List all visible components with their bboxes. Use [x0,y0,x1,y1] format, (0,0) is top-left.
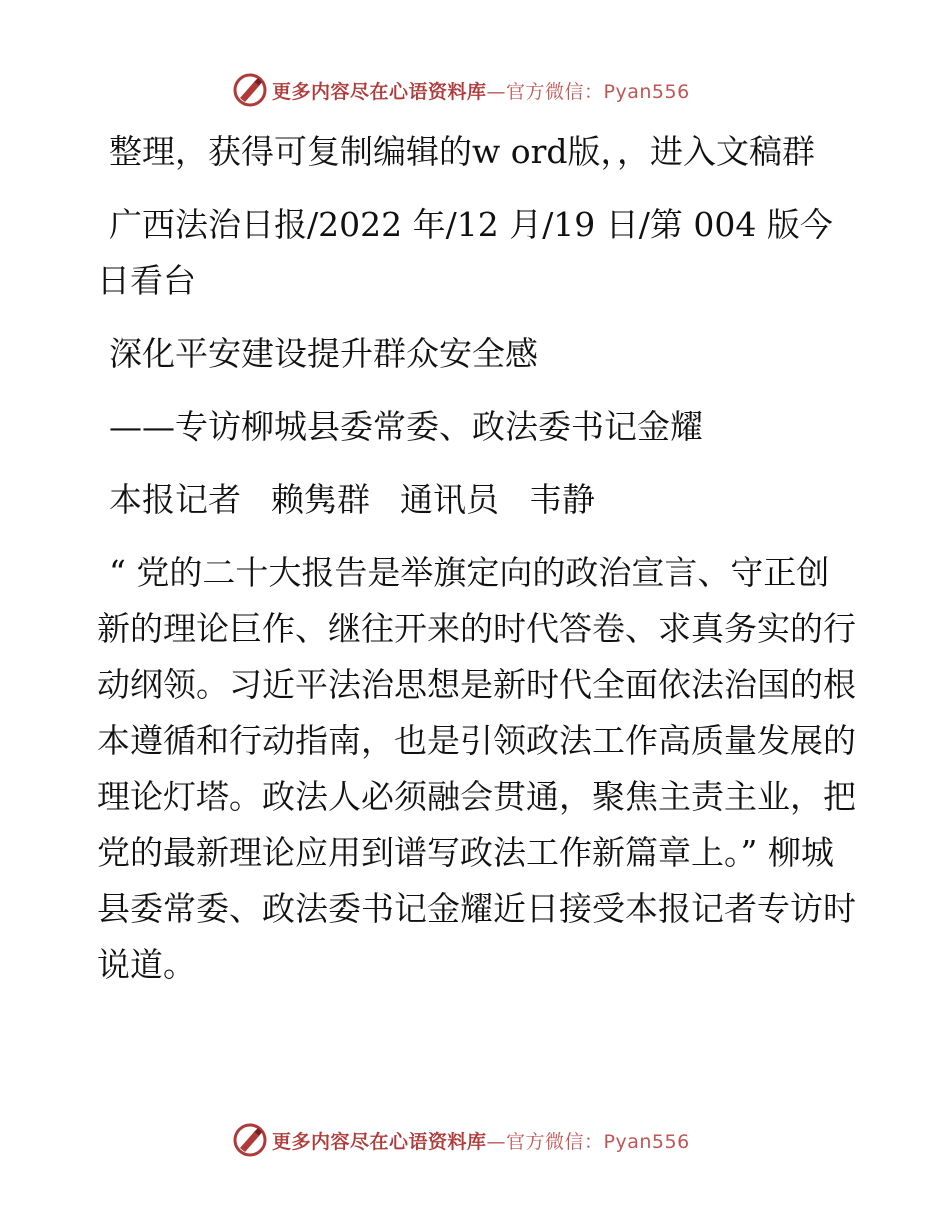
pen-logo-icon [232,72,268,108]
body-paragraph: “ 党的二十大报告是举旗定向的政治宣言、守正创新的理论巨作、继往开来的时代答卷、求真务实的行动纲领。习近平法治思想是新时代全面依法治国的根本遵循和行动指南，也是引领政法工作高质量发展的理论灯塔。政法人必须融会贯通，聚焦主责主业，把党的最新理论应用到谱写政法工作新篇章上。” 柳城县委常委、政法委书记金耀近日接受本报记者专访时说道。 [97,553,856,984]
watermark-main: 更多内容尽在心语资料库 [272,80,487,103]
watermark-sub: —官方微信：Pyan556 [486,80,690,103]
pen-logo-icon [232,1122,268,1158]
watermark-text [272,77,690,104]
byline [97,472,857,528]
correspondent-name: 韦静 [529,480,595,519]
footer-watermark [232,1120,752,1160]
reporter-label: 本报记者 [109,480,241,519]
intro-text: 整理，获得可复制编辑的w ord版，，进入文稿群 [109,132,816,171]
document-body [97,120,857,993]
watermark-main: 更多内容尽在心语资料库 [272,1130,487,1153]
watermark-text [272,1127,690,1154]
watermark-sub: —官方微信：Pyan556 [486,1130,690,1153]
article-subtitle: ——专访柳城县委常委、政法委书记金耀 [109,407,703,446]
correspondent-label: 通讯员 [400,480,499,519]
source-line: 广西法治日报/2022 年/12 月/19 日/第 004 版今日看台 [97,205,833,300]
header-watermark [232,70,752,110]
article-title: 深化平安建设提升群众安全感 [109,334,538,373]
reporter-name: 赖隽群 [271,480,370,519]
